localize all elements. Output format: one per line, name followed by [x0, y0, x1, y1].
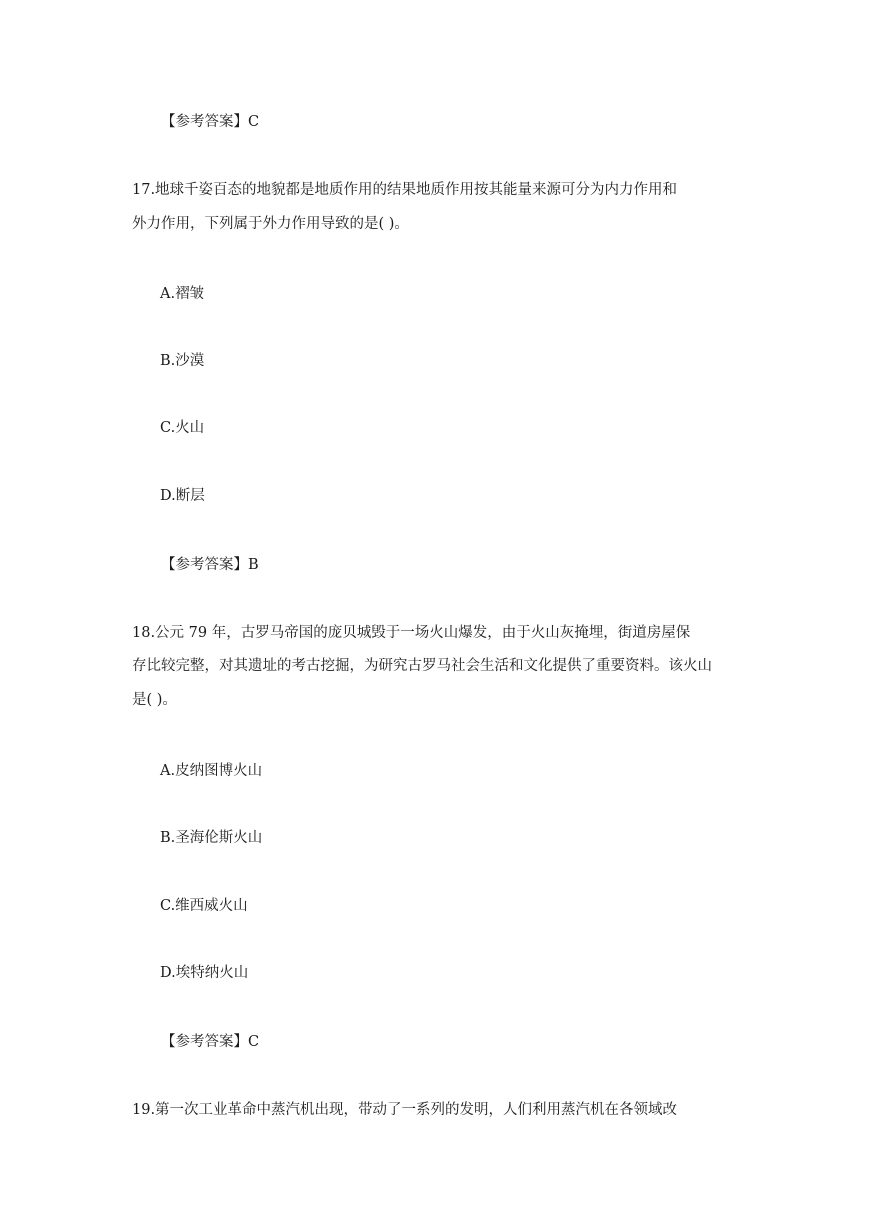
question-18-option-a: A.皮纳图博火山 [160, 763, 263, 779]
question-18-line-3: 是( )。 [132, 692, 177, 708]
question-17-line-2: 外力作用，下列属于外力作用导致的是( )。 [132, 216, 409, 232]
answer-17: 【参考答案】B [161, 557, 259, 573]
answer-18: 【参考答案】C [161, 1034, 260, 1050]
answer-16: 【参考答案】C [161, 114, 260, 130]
question-18-line-2: 存比较完整，对其遗址的考古挖掘，为研究古罗马社会生活和文化提供了重要资料。该火山 [132, 658, 712, 674]
question-17-option-a: A.褶皱 [160, 286, 205, 302]
question-19-line-1: 19.第一次工业革命中蒸汽机出现，带动了一系列的发明，人们利用蒸汽机在各领域改 [132, 1102, 678, 1118]
question-17-option-b: B.沙漠 [160, 353, 205, 369]
question-18-option-d: D.埃特纳火山 [160, 965, 249, 981]
question-17-option-c: C.火山 [160, 420, 205, 436]
question-18-option-b: B.圣海伦斯火山 [160, 830, 263, 846]
question-17-line-1: 17.地球千姿百态的地貌都是地质作用的结果地质作用按其能量来源可分为内力作用和 [132, 182, 678, 198]
question-17-option-d: D.断层 [160, 488, 205, 504]
question-18-option-c: C.维西威火山 [160, 898, 248, 914]
question-18-line-1: 18.公元 79 年，古罗马帝国的庞贝城毁于一场火山爆发，由于火山灰掩埋，街道房屋保 [132, 625, 691, 641]
